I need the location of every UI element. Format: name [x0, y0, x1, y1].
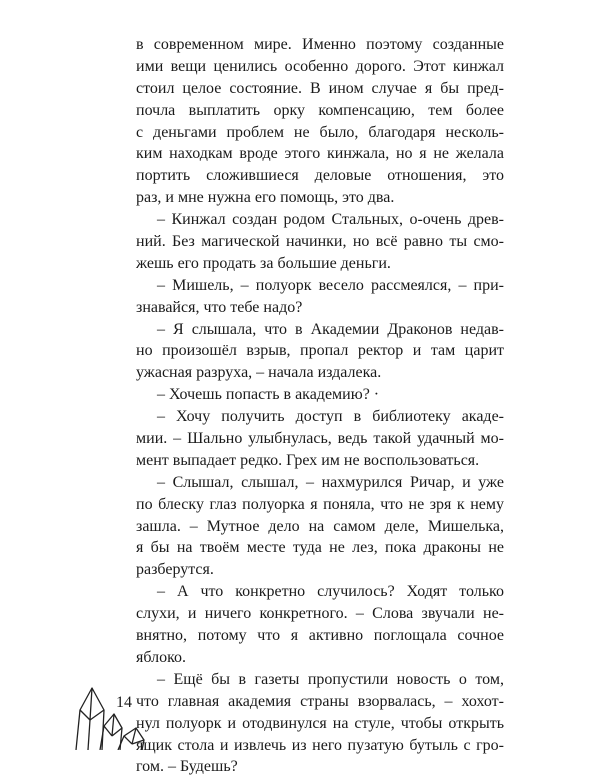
text-line: портить сложившиеся деловые отношения, это [136, 167, 504, 185]
text-line: – А что конкретно случилось? Ходят только [157, 583, 504, 601]
text-line: ний. Без магической начинки, но всё равно ты смо- [136, 233, 504, 251]
text-line: жешь его продать за большие деньги. [136, 254, 391, 272]
text-line: в современном мире. Именно поэтому созданные [136, 36, 504, 53]
text-line: яблоко. [136, 648, 187, 666]
text-line: – Хочу получить доступ в библиотеку акаде- [157, 408, 504, 426]
text-line: слухи, и ничего конкретного. – Слова звучали не- [136, 605, 504, 623]
text-line: нул полуорк и отодвинулся на стуле, чтобы открыть [136, 714, 504, 732]
text-line: – Я слышала, что в Академии Драконов недав- [157, 320, 504, 338]
text-line: мент выпадает редко. Грех им не воспользоваться. [136, 451, 480, 469]
crystal-icon [74, 670, 174, 750]
text-line: ужасная разруха, – начала издалека. [136, 364, 382, 382]
text-line: ими вещи ценились особенно дорого. Этот кинжал [136, 57, 504, 75]
text-line: что главная академия страны взорвалась, – хохот- [136, 692, 504, 710]
book-page-text [136, 34, 504, 778]
text-line: я бы на твоём месте туда не лез, пока драконы не [136, 539, 504, 557]
text-line: с деньгами проблем не было, благодаря несколь- [136, 123, 504, 141]
text-line: стоил целое состояние. В ином случае я бы пред- [136, 79, 504, 97]
text-line: – Слышал, слышал, – нахмурился Ричар, и уже [157, 473, 504, 491]
text-line: но произошёл взрыв, пропал ректор и там царит [136, 342, 504, 360]
text-line: по блеску глаз полуорка я поняла, что не зря к нему [136, 495, 504, 513]
text-line: – Мишель, – полуорк весело рассмеялся, – при- [157, 276, 504, 294]
text-line: зашла. – Мутное дело на самом деле, Мишелька, [136, 517, 504, 535]
text-line: – Хочешь попасть в академию? · [157, 386, 380, 404]
text-line: знавайся, что тебе надо? [136, 298, 303, 316]
text-line: гом. – Будешь? [136, 758, 238, 776]
text-line: раз, и мне нужна его помощь, это два. [136, 189, 395, 207]
text-line: разберутся. [136, 561, 214, 579]
page-number: 14 [116, 694, 132, 711]
text-line: – Ещё бы в газеты пропустили новость о том, [157, 670, 504, 688]
text-line: внятно, потому что я активно поглощала сочное [136, 627, 504, 645]
text-line: мии. – Шально улыбнулась, ведь такой удачный мо- [136, 430, 504, 448]
text-line: – Кинжал создан родом Стальных, о-очень древ- [157, 211, 504, 229]
text-line: ящик стола и извлечь из него пузатую бутыль с гро- [136, 736, 504, 754]
text-line: почла выплатить орку компенсацию, тем более [136, 101, 504, 119]
text-line: ким находкам вроде этого кинжала, но я не желала [136, 145, 504, 163]
